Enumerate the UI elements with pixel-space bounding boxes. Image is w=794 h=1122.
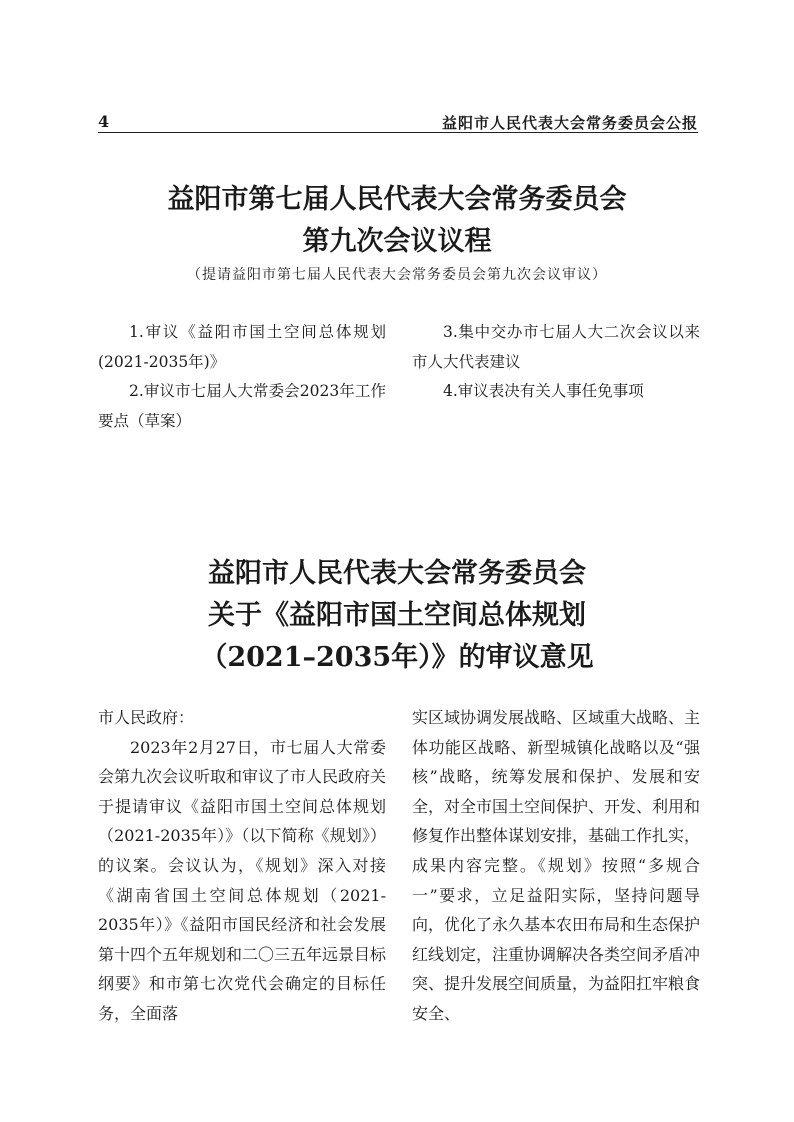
opinion-title-line2: 关于《益阳市国土空间总体规划 bbox=[208, 600, 586, 631]
journal-name: 益阳市人民代表大会常务委员会公报 bbox=[441, 114, 698, 132]
opinion-title-line1: 益阳市人民代表大会常务委员会 bbox=[208, 558, 586, 589]
page-number: 4 bbox=[98, 112, 110, 131]
salutation: 市人民政府： bbox=[98, 708, 195, 727]
agenda-title-line2: 第九次会议议程 bbox=[302, 226, 492, 257]
opinion-right-column bbox=[412, 703, 700, 1029]
agenda-title-line1: 益阳市第七届人民代表大会常务委员会 bbox=[167, 184, 627, 215]
agenda-left-column bbox=[98, 318, 386, 436]
body-paragraph: 2023年2月27日，市七届人大常委会第九次会议听取和审议了市人民政府关于提请审议《益阳市国土空间总体规划（2021-2035年）》（以下简称《规划》）的议案。会议认为，《规划》深入对接《湖南省国土空间总体规划（2021-2035年）》《益阳市国民经济和社会发展第十四个五年规划和二〇三五年远景目标纲要》和市第七次党代会确定的目标任务，全面落 bbox=[98, 737, 387, 1023]
agenda-item: 1.审议《益阳市国土空间总体规划(2021-2035年)》 bbox=[98, 323, 386, 371]
opinion-title-line3: （2021–2035年）》的审议意见 bbox=[200, 642, 594, 673]
opinion-left-column bbox=[98, 703, 386, 1029]
agenda-subtitle: （提请益阳市第七届人民代表大会常务委员会第九次会议审议） bbox=[187, 267, 607, 283]
agenda-item: 3.集中交办市七届人大二次会议以来市人大代表建议 bbox=[412, 323, 700, 371]
agenda-item: 2.审议市七届人大常委会2023年工作要点（草案） bbox=[98, 382, 386, 430]
body-paragraph-continued: 实区域协调发展战略、区域重大战略、主体功能区战略、新型城镇化战略以及“强核”战略，统筹发展和保护、发展和安全，对全市国土空间保护、开发、利用和修复作出整体谋划安排，基础工作扎实，成果内容完整。《规划》按照“多规合一”要求，立足益阳实际，坚持问题导向，优化了永久基本农田布局和生态保护红线划定，注重协调解决各类空间矛盾冲突、提升发展空间质量，为益阳扛牢粮食安全、 bbox=[412, 708, 701, 1023]
agenda-right-column bbox=[412, 318, 700, 407]
page-header bbox=[98, 110, 698, 133]
agenda-item: 4.审议表决有关人事任免事项 bbox=[443, 382, 644, 400]
